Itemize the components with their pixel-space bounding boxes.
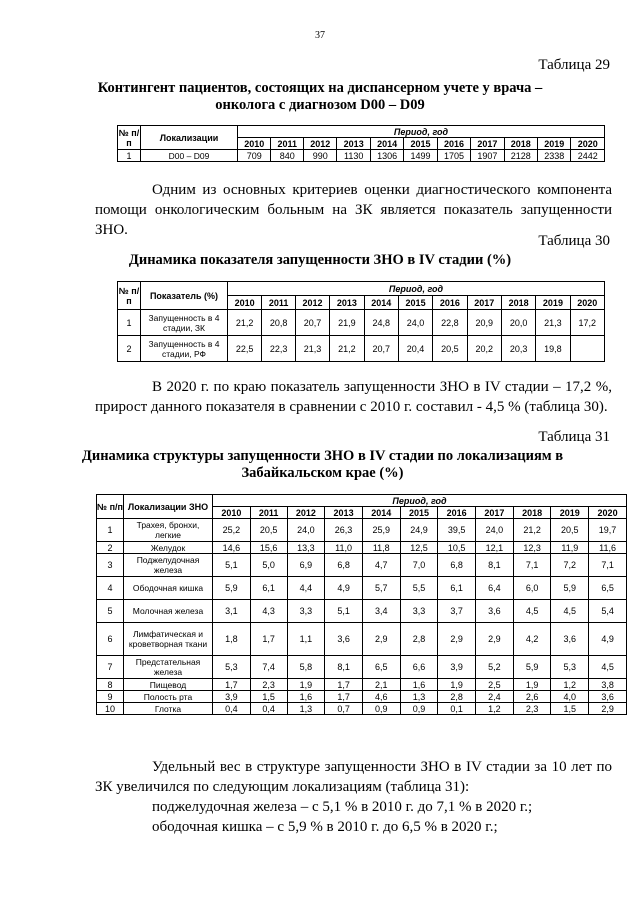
- table-cell: 0,9: [362, 703, 400, 715]
- year-header: 2018: [504, 138, 537, 150]
- table-cell: 840: [271, 150, 304, 162]
- year-header: 2011: [250, 507, 287, 519]
- table-cell: 11,6: [589, 542, 627, 554]
- table-cell: 12,5: [400, 542, 438, 554]
- table-cell: 25,9: [362, 519, 400, 542]
- table-row: [97, 554, 627, 577]
- row-label: Полость рта: [124, 691, 213, 703]
- table-row: [118, 150, 605, 162]
- table-cell: 2442: [571, 150, 605, 162]
- table-cell: 24,8: [364, 310, 398, 336]
- table-cell: 2,6: [513, 691, 551, 703]
- table-cell: 6,1: [250, 577, 287, 600]
- table-cell: 11,8: [362, 542, 400, 554]
- table-cell: 5,3: [213, 656, 251, 679]
- table-row: [97, 656, 627, 679]
- table-cell: 1,5: [250, 691, 287, 703]
- table-cell: 4,5: [513, 600, 551, 623]
- table-row: [97, 691, 627, 703]
- row-number: 1: [118, 150, 141, 162]
- table-cell: 3,9: [438, 656, 476, 679]
- table-cell: 1,7: [325, 679, 363, 691]
- table-row: [97, 542, 627, 554]
- table-cell: 7,4: [250, 656, 287, 679]
- table-cell: 20,5: [551, 519, 589, 542]
- row-label: Глотка: [124, 703, 213, 715]
- table-cell: 5,9: [213, 577, 251, 600]
- row-number: 2: [97, 542, 124, 554]
- year-header: 2017: [476, 507, 514, 519]
- table-cell: 22,8: [433, 310, 467, 336]
- table-cell: 3,6: [325, 623, 363, 656]
- row-number: 3: [97, 554, 124, 577]
- row-label: Поджелудочная железа: [124, 554, 213, 577]
- table-cell: 20,8: [262, 310, 296, 336]
- table-cell: 6,0: [513, 577, 551, 600]
- year-header: 2013: [337, 138, 370, 150]
- table-cell: 1,5: [551, 703, 589, 715]
- year-header: 2014: [364, 296, 398, 310]
- table-cell: 6,6: [400, 656, 438, 679]
- table-cell: 20,5: [250, 519, 287, 542]
- table-cell: 3,1: [213, 600, 251, 623]
- table-cell: 4,4: [287, 577, 325, 600]
- table-cell: 1,9: [287, 679, 325, 691]
- table-cell: 4,9: [325, 577, 363, 600]
- table-cell: 4,5: [589, 656, 627, 679]
- table-cell: 2338: [538, 150, 571, 162]
- table-cell: 3,8: [589, 679, 627, 691]
- table-cell: 2128: [504, 150, 537, 162]
- table-cell: 21,3: [295, 336, 329, 362]
- table-cell: 709: [238, 150, 271, 162]
- table-cell: 20,0: [501, 310, 535, 336]
- table-row: [97, 577, 627, 600]
- table-cell: 5,8: [287, 656, 325, 679]
- table-cell: 1,9: [438, 679, 476, 691]
- row-label: Лимфатическая и кроветворная ткани: [124, 623, 213, 656]
- t30-h-num: № п/п: [118, 282, 141, 310]
- table-cell: 21,3: [536, 310, 570, 336]
- table-cell: 0,4: [213, 703, 251, 715]
- table30-label: Таблица 30: [538, 233, 610, 249]
- table-row: [118, 310, 605, 336]
- table-cell: 5,9: [513, 656, 551, 679]
- table-cell: 4,7: [362, 554, 400, 577]
- table-cell: 21,2: [330, 336, 364, 362]
- table-cell: 2,5: [476, 679, 514, 691]
- table-row: [97, 679, 627, 691]
- paragraph-5: ободочная кишка – с 5,9 % в 2010 г. до 6,5 % в 2020 г.;: [152, 819, 498, 835]
- table-cell: 7,1: [589, 554, 627, 577]
- row-label: Предстательная железа: [124, 656, 213, 679]
- table-cell: 4,0: [551, 691, 589, 703]
- table-row: [118, 336, 605, 362]
- year-header: 2010: [238, 138, 271, 150]
- table30: [117, 281, 605, 362]
- table-cell: 1,2: [476, 703, 514, 715]
- table-cell: 6,5: [589, 577, 627, 600]
- row-number: 10: [97, 703, 124, 715]
- table-cell: 1,6: [287, 691, 325, 703]
- year-header: 2010: [228, 296, 262, 310]
- table-cell: 3,9: [213, 691, 251, 703]
- table-cell: 5,1: [213, 554, 251, 577]
- t31-h-period: Период, год: [213, 495, 627, 507]
- table-cell: 6,9: [287, 554, 325, 577]
- table-cell: 990: [304, 150, 337, 162]
- table-cell: 6,8: [325, 554, 363, 577]
- table-cell: 1,7: [250, 623, 287, 656]
- row-label: Запущенность в 4 стадии, РФ: [141, 336, 228, 362]
- table-cell: 5,2: [476, 656, 514, 679]
- table-cell: 5,7: [362, 577, 400, 600]
- year-header: 2015: [398, 296, 432, 310]
- table-cell: 2,9: [476, 623, 514, 656]
- table-cell: 1130: [337, 150, 370, 162]
- table-cell: 24,0: [398, 310, 432, 336]
- table-cell: 3,6: [476, 600, 514, 623]
- table-cell: 6,4: [476, 577, 514, 600]
- year-header: 2019: [551, 507, 589, 519]
- row-label: Молочная железа: [124, 600, 213, 623]
- table-cell: 11,0: [325, 542, 363, 554]
- year-header: 2020: [570, 296, 604, 310]
- table31-title: Динамика структуры запущенности ЗНО в IV стадии по локализациям в Забайкальском крае (%): [81, 448, 564, 481]
- year-header: 2016: [433, 296, 467, 310]
- table-cell: 5,4: [589, 600, 627, 623]
- table-cell: 20,2: [467, 336, 501, 362]
- table-cell: 6,1: [438, 577, 476, 600]
- table-cell: 20,7: [295, 310, 329, 336]
- table-cell: 2,9: [589, 703, 627, 715]
- table-cell: 1705: [437, 150, 470, 162]
- page-number: 37: [315, 30, 325, 41]
- table31: [96, 494, 627, 715]
- table-cell: 2,8: [438, 691, 476, 703]
- paragraph-1: Одним из основных критериев оценки диагностического компонента помощи онкологическим больным на ЗК является показатель запущенности ЗНО.: [95, 182, 612, 238]
- year-header: 2013: [325, 507, 363, 519]
- year-header: 2018: [501, 296, 535, 310]
- year-header: 2019: [538, 138, 571, 150]
- table-cell: 5,3: [551, 656, 589, 679]
- table-row: [97, 623, 627, 656]
- table-cell: 3,7: [438, 600, 476, 623]
- table-cell: [570, 336, 604, 362]
- table-cell: 1,6: [400, 679, 438, 691]
- table-cell: 1,8: [213, 623, 251, 656]
- paragraph-3: Удельный вес в структуре запущенности ЗНО в IV стадии за 10 лет по ЗК увеличился по следующим локализациям (таблица 31):: [95, 759, 612, 795]
- table-cell: 3,3: [287, 600, 325, 623]
- row-number: 4: [97, 577, 124, 600]
- row-number: 5: [97, 600, 124, 623]
- year-header: 2015: [400, 507, 438, 519]
- table-cell: 0,1: [438, 703, 476, 715]
- year-header: 2011: [271, 138, 304, 150]
- t29-h-num: № п/п: [118, 127, 140, 148]
- t30-h-ind: Показатель (%): [141, 282, 228, 310]
- table30-title: Динамика показателя запущенности ЗНО в IV стадии (%): [128, 252, 512, 268]
- row-label: Желудок: [124, 542, 213, 554]
- table-cell: 13,3: [287, 542, 325, 554]
- table-cell: 12,1: [476, 542, 514, 554]
- table-cell: 1907: [471, 150, 504, 162]
- table-cell: 17,2: [570, 310, 604, 336]
- row-label: D00 – D09: [141, 150, 238, 162]
- table-cell: 2,8: [400, 623, 438, 656]
- year-header: 2018: [513, 507, 551, 519]
- year-header: 2015: [404, 138, 437, 150]
- year-header: 2017: [467, 296, 501, 310]
- table-cell: 7,2: [551, 554, 589, 577]
- t31-h-num: № п/п: [97, 495, 124, 519]
- row-label: Запущенность в 4 стадии, ЗК: [141, 310, 228, 336]
- row-number: 1: [118, 310, 141, 336]
- row-number: 2: [118, 336, 141, 362]
- table-cell: 2,1: [362, 679, 400, 691]
- row-label: Трахея, бронхи, легкие: [124, 519, 213, 542]
- table-cell: 3,4: [362, 600, 400, 623]
- year-header: 2020: [589, 507, 627, 519]
- t31-h-loc: Локализации ЗНО: [124, 495, 213, 519]
- table-cell: 7,0: [400, 554, 438, 577]
- table-cell: 12,3: [513, 542, 551, 554]
- table-row: [97, 519, 627, 542]
- table-cell: 2,9: [362, 623, 400, 656]
- table29: [117, 125, 605, 162]
- table-cell: 1,1: [287, 623, 325, 656]
- year-header: 2010: [213, 507, 251, 519]
- table-cell: 2,9: [438, 623, 476, 656]
- table-cell: 14,6: [213, 542, 251, 554]
- t29-h-loc: Локализации: [141, 126, 238, 150]
- table-cell: 20,3: [501, 336, 535, 362]
- table-cell: 5,0: [250, 554, 287, 577]
- table-row: [97, 703, 627, 715]
- table-cell: 21,2: [228, 310, 262, 336]
- table-cell: 1,2: [551, 679, 589, 691]
- year-header: 2012: [304, 138, 337, 150]
- table-cell: 4,2: [513, 623, 551, 656]
- table-cell: 24,0: [287, 519, 325, 542]
- table-cell: 3,6: [589, 691, 627, 703]
- table-cell: 0,4: [250, 703, 287, 715]
- table-cell: 11,9: [551, 542, 589, 554]
- table-cell: 2,3: [250, 679, 287, 691]
- table-cell: 5,1: [325, 600, 363, 623]
- table-cell: 1499: [404, 150, 437, 162]
- table31-label: Таблица 31: [538, 429, 610, 445]
- table-cell: 3,6: [551, 623, 589, 656]
- table-cell: 39,5: [438, 519, 476, 542]
- table-cell: 10,5: [438, 542, 476, 554]
- paragraph-4: поджелудочная железа – с 5,1 % в 2010 г. до 7,1 % в 2020 г.;: [152, 799, 533, 815]
- table-cell: 21,9: [330, 310, 364, 336]
- table-cell: 5,9: [551, 577, 589, 600]
- table-cell: 4,5: [551, 600, 589, 623]
- table-cell: 20,5: [433, 336, 467, 362]
- year-header: 2020: [571, 138, 605, 150]
- table-cell: 22,3: [262, 336, 296, 362]
- table-cell: 5,5: [400, 577, 438, 600]
- table-cell: 22,5: [228, 336, 262, 362]
- year-header: 2017: [471, 138, 504, 150]
- year-header: 2014: [362, 507, 400, 519]
- year-header: 2012: [295, 296, 329, 310]
- year-header: 2016: [437, 138, 470, 150]
- year-header: 2011: [262, 296, 296, 310]
- table-cell: 2,3: [513, 703, 551, 715]
- table-cell: 1,9: [513, 679, 551, 691]
- t29-h-period: Период, год: [238, 126, 605, 138]
- table-cell: 8,1: [325, 656, 363, 679]
- row-number: 7: [97, 656, 124, 679]
- table-cell: 1,7: [325, 691, 363, 703]
- table-cell: 3,3: [400, 600, 438, 623]
- table-cell: 1,3: [287, 703, 325, 715]
- year-header: 2012: [287, 507, 325, 519]
- year-header: 2019: [536, 296, 570, 310]
- table-cell: 7,1: [513, 554, 551, 577]
- table-cell: 1,7: [213, 679, 251, 691]
- table-cell: 0,9: [400, 703, 438, 715]
- table-cell: 26,3: [325, 519, 363, 542]
- table-cell: 19,8: [536, 336, 570, 362]
- row-label: Пищевод: [124, 679, 213, 691]
- table-cell: 15,6: [250, 542, 287, 554]
- table-cell: 4,3: [250, 600, 287, 623]
- row-number: 9: [97, 691, 124, 703]
- row-label: Ободочная кишка: [124, 577, 213, 600]
- table-cell: 1,3: [400, 691, 438, 703]
- table-cell: 4,6: [362, 691, 400, 703]
- table-cell: 6,5: [362, 656, 400, 679]
- table-cell: 20,4: [398, 336, 432, 362]
- table-cell: 0,7: [325, 703, 363, 715]
- table-cell: 24,0: [476, 519, 514, 542]
- row-number: 1: [97, 519, 124, 542]
- table-cell: 2,4: [476, 691, 514, 703]
- row-number: 6: [97, 623, 124, 656]
- table-cell: 4,9: [589, 623, 627, 656]
- table-cell: 1306: [370, 150, 403, 162]
- paragraph-2: В 2020 г. по краю показатель запущенности ЗНО в IV стадии – 17,2 %, прирост данного показателя в сравнении с 2010 г. составил - 4,5 % (таблица 30).: [95, 379, 612, 415]
- table-cell: 21,2: [513, 519, 551, 542]
- row-number: 8: [97, 679, 124, 691]
- t30-h-period: Период, год: [228, 282, 605, 296]
- year-header: 2014: [370, 138, 403, 150]
- table29-title: Контингент пациентов, состоящих на диспансерном учете у врача – онколога с диагнозом D00 – D09: [97, 80, 543, 113]
- year-header: 2013: [330, 296, 364, 310]
- table29-label: Таблица 29: [538, 57, 610, 73]
- table-cell: 24,9: [400, 519, 438, 542]
- table-cell: 19,7: [589, 519, 627, 542]
- table-cell: 25,2: [213, 519, 251, 542]
- table-cell: 6,8: [438, 554, 476, 577]
- table-cell: 8,1: [476, 554, 514, 577]
- table-row: [97, 600, 627, 623]
- table-cell: 20,7: [364, 336, 398, 362]
- year-header: 2016: [438, 507, 476, 519]
- table-cell: 20,9: [467, 310, 501, 336]
